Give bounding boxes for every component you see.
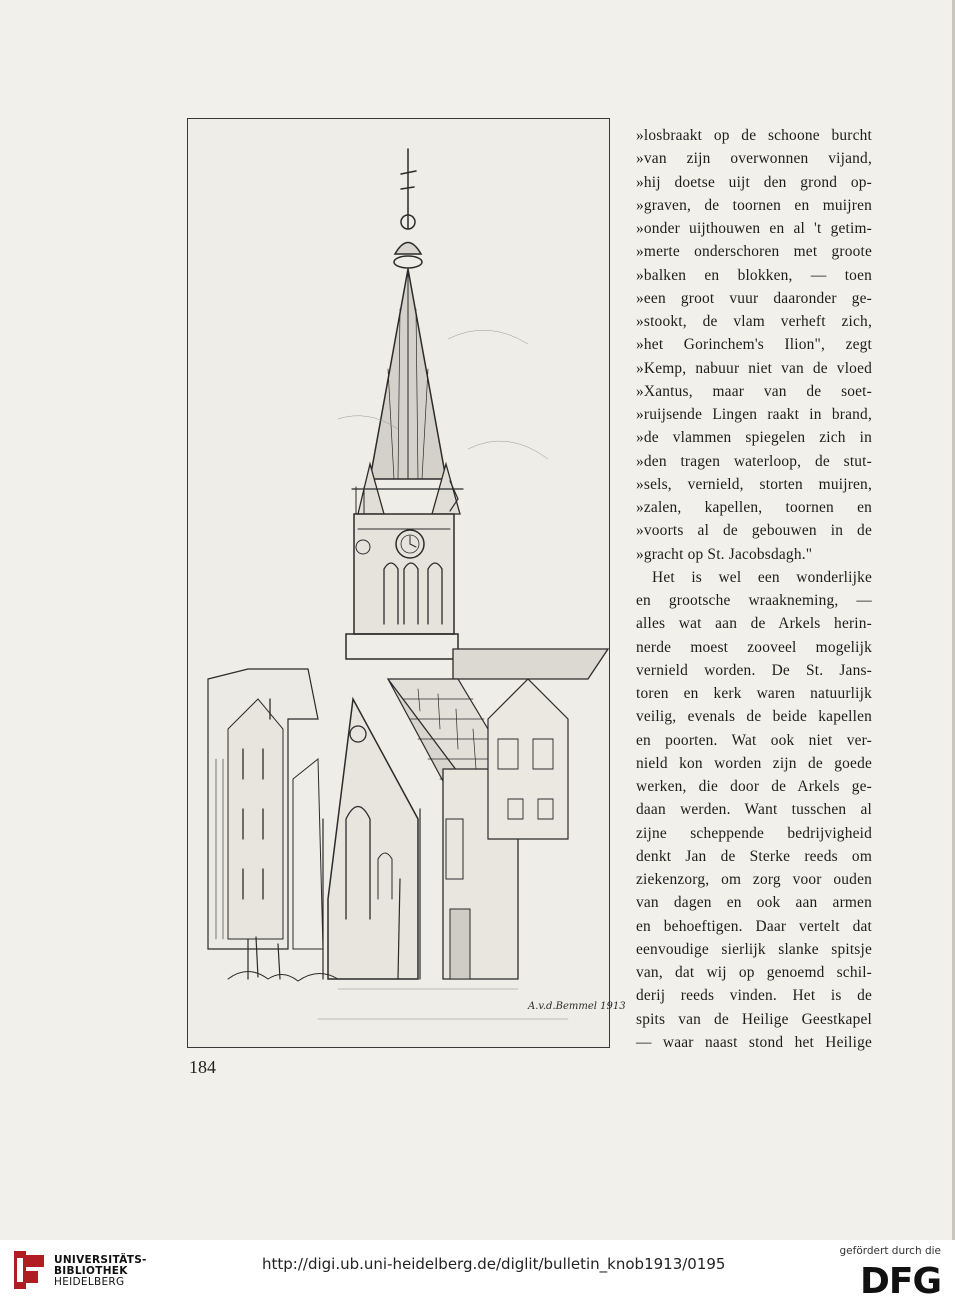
- text-line: »de vlammen spiegelen zich in: [636, 429, 872, 447]
- text-line: nerde moest zooveel mogelijk: [636, 638, 872, 656]
- text-line: van, dat wij op genoemd schil-: [636, 964, 872, 981]
- text-line: »zalen, kapellen, toornen en: [636, 499, 872, 516]
- text-line: »voorts al de gebouwen in de: [636, 522, 872, 540]
- text-line: vernield worden. De St. Jans-: [636, 661, 872, 679]
- document-url-link[interactable]: http://digi.ub.uni-heidelberg.de/diglit/bulletin_knob1913/0195: [262, 1255, 726, 1273]
- library-name-line3: HEIDELBERG: [54, 1276, 125, 1288]
- university-library-name[interactable]: [54, 1255, 147, 1288]
- text-line: »Kemp, nabuur niet van de vloed: [636, 359, 872, 377]
- text-line: spits van de Heilige Geestkapel: [636, 1010, 872, 1028]
- page-number: 184: [189, 1057, 216, 1077]
- library-name-line2: BIBLIOTHEK: [54, 1265, 128, 1277]
- text-line: »onder uijthouwen en al 't getim-: [636, 220, 872, 237]
- text-line: »gracht op St. Jacobsdagh.": [636, 545, 813, 563]
- text-line: — waar naast stond het Heilige: [636, 1033, 872, 1051]
- text-line: en grootsche wraakneming, —: [636, 592, 872, 609]
- text-line: »graven, de toornen en muijren: [636, 196, 872, 214]
- text-line: werken, die door de Arkels ge-: [636, 778, 872, 795]
- text-line: en behoeftigen. Daar vertelt dat: [636, 917, 872, 935]
- body-text: [636, 124, 872, 1054]
- paragraph-start: Het is wel een wonderlijke: [652, 568, 872, 586]
- text-line: »een groot vuur daaronder ge-: [636, 289, 872, 307]
- text-line: »sels, vernield, storten muijren,: [636, 475, 872, 493]
- text-line: »losbraakt op de schoone burcht: [636, 127, 872, 144]
- university-library-logo-icon[interactable]: [12, 1249, 46, 1291]
- text-line: »ruijsende Lingen raakt in brand,: [636, 406, 872, 423]
- text-line: »stookt, de vlam verheft zich,: [636, 313, 872, 330]
- library-name-line1: UNIVERSITÄTS-: [54, 1254, 147, 1266]
- text-line: »merte onderschoren met groote: [636, 243, 872, 261]
- text-line: »den tragen waterloop, de stut-: [636, 452, 872, 470]
- text-line: toren en kerk waren natuurlijk: [636, 685, 872, 702]
- text-line: alles wat aan de Arkels herin-: [636, 615, 872, 633]
- text-line: denkt Jan de Sterke reeds om: [636, 847, 872, 865]
- church-drawing: [188, 119, 626, 1047]
- text-line: nield kon worden zijn de goede: [636, 754, 872, 772]
- text-line: »balken en blokken, — toen: [636, 266, 872, 284]
- text-line: eenvoudige sierlijk slanke spitsje: [636, 940, 872, 958]
- text-line: »Xantus, maar van de soet-: [636, 382, 872, 400]
- text-line: ziekenzorg, om zorg voor ouden: [636, 871, 872, 888]
- dfg-logo[interactable]: DFG: [859, 1261, 941, 1302]
- funding-caption: gefördert durch die: [839, 1245, 941, 1257]
- text-line: en poorten. Wat ook niet ver-: [636, 731, 872, 749]
- text-line: veilig, evenals de beide kapellen: [636, 708, 872, 726]
- text-line: derij reeds vinden. Het is de: [636, 987, 872, 1005]
- text-line: zijne scheppende bedrijvigheid: [636, 824, 872, 842]
- text-line: daan werden. Want tusschen al: [636, 801, 872, 819]
- text-line: van dagen en ook aan armen: [636, 894, 872, 912]
- church-tower-illustration: [187, 118, 626, 1048]
- illustration-signature: A.v.d.Bemmel 1913: [528, 1001, 626, 1012]
- text-line: »het Gorinchem's Ilion", zegt: [636, 336, 872, 354]
- text-line: »hij doetse uijt den grond op-: [636, 173, 872, 191]
- text-line: »van zijn overwonnen vijand,: [636, 150, 872, 168]
